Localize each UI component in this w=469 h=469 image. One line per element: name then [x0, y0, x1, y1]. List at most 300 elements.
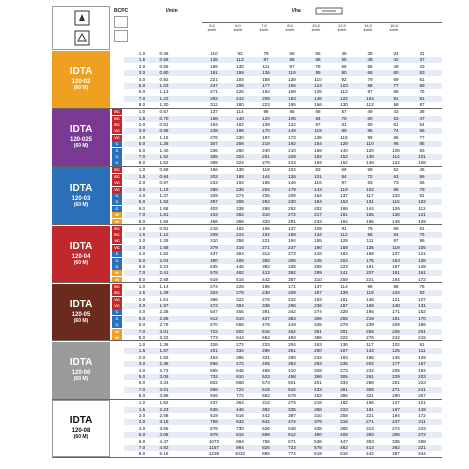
droplet-class-badge: VC	[112, 180, 122, 186]
model-bar: (60 M)	[73, 259, 89, 266]
rate-cell: 243	[288, 160, 296, 166]
speed-value: 6,0	[235, 23, 241, 28]
rate-cell: 233	[262, 342, 270, 347]
speed-unit: km/h	[259, 27, 269, 33]
rate-cell: 149	[418, 406, 426, 412]
rate-cell: 101	[418, 153, 426, 159]
rate-cell: 115	[340, 134, 348, 140]
rate-cell: 85	[393, 89, 399, 95]
rate-cell: 155	[314, 238, 322, 244]
rate-cell: 139	[340, 290, 348, 296]
pressure-cell: 1.5	[138, 173, 146, 179]
flow-cell: 2.58	[159, 412, 169, 418]
droplet-class-badge: C	[112, 154, 122, 160]
table-row	[124, 361, 442, 367]
rate-cell: 102	[366, 186, 374, 192]
rate-cell: 885	[262, 451, 270, 457]
rate-cell: 154	[314, 141, 322, 147]
rate-cell: 466	[210, 218, 218, 224]
rate-cell: 121	[418, 400, 426, 406]
flow-cell: 3.61	[159, 386, 169, 392]
rate-cell: 382	[262, 263, 270, 269]
pressure-cell: 6.0	[138, 380, 146, 386]
rate-cell: 321	[418, 444, 426, 450]
pressure-cell: 8.0	[138, 334, 146, 340]
rate-cell: 245	[314, 257, 322, 263]
rate-cell: 56	[367, 63, 373, 69]
rate-cell: 251	[392, 380, 400, 386]
table-row	[124, 174, 442, 180]
rate-cell: 98	[367, 283, 373, 289]
rate-cell: 206	[288, 192, 296, 198]
rate-cell: 668	[236, 380, 244, 386]
rate-cell: 979	[210, 432, 218, 438]
flow-cell: 2.41	[159, 270, 169, 276]
rate-cell: 242	[392, 334, 400, 340]
rate-cell: 46	[419, 167, 425, 173]
rate-cell: 146	[288, 180, 296, 186]
table-row	[124, 180, 442, 186]
rate-cell: 76	[419, 283, 425, 289]
table-row	[124, 355, 442, 361]
rate-cell: 193	[340, 354, 348, 360]
droplet-class-badge: EC	[112, 290, 122, 296]
rate-cell: 136	[392, 212, 400, 218]
pressure-cell: 8.0	[138, 160, 146, 166]
table-row	[124, 264, 442, 270]
rate-cell: 367	[210, 199, 218, 205]
rate-cell: 288	[262, 205, 270, 211]
nozzle-model-label	[52, 109, 110, 166]
rate-cell: 129	[340, 238, 348, 244]
rate-cell: 516	[340, 451, 348, 457]
rate-cell: 230	[288, 199, 296, 205]
flow-cell: 2.23	[159, 263, 169, 269]
droplet-class-badge: VC	[112, 245, 122, 251]
rate-cell: 146	[314, 95, 322, 101]
rate-cell: 68	[315, 109, 321, 115]
rate-cell: 223	[418, 380, 426, 386]
rate-cell: 278	[262, 160, 270, 166]
rate-cell: 446	[236, 263, 244, 269]
rate-cell: 89	[393, 186, 399, 192]
rate-cell: 547	[210, 309, 218, 315]
table-row	[124, 70, 442, 76]
rate-cell: 66	[419, 128, 425, 134]
rate-cell: 104	[392, 290, 400, 296]
rate-cell: 49	[367, 109, 373, 115]
rate-cell: 96	[367, 231, 373, 237]
droplet-class-badge: C	[112, 206, 122, 212]
rate-cell: 61	[419, 225, 425, 231]
rate-cell: 144	[366, 205, 374, 211]
rate-cell: 119	[288, 70, 296, 76]
flow-cell: 1.30	[159, 102, 169, 108]
table-row	[124, 245, 442, 251]
rate-cell: 166	[366, 218, 374, 224]
rate-cell: 184	[236, 76, 244, 82]
pressure-cell: 7.0	[138, 444, 146, 450]
rate-cell: 238	[262, 290, 270, 296]
rate-cell: 619	[210, 412, 218, 418]
model-bar: (60 M)	[73, 376, 89, 383]
rate-cell: 86	[393, 134, 399, 140]
rate-cell: 43	[419, 63, 425, 69]
rate-cell: 75	[419, 231, 425, 237]
rate-cell: 48	[367, 57, 373, 63]
table-row	[124, 374, 442, 380]
flow-cell: 1.28	[159, 141, 169, 147]
flow-cell: 4.82	[159, 444, 169, 450]
flow-cell: 1.93	[159, 354, 169, 360]
rate-cell: 165	[366, 354, 374, 360]
rate-cell: 408	[340, 432, 348, 438]
rate-cell: 437	[262, 315, 270, 321]
rate-cell: 383	[366, 438, 374, 444]
rate-cell: 103	[340, 83, 348, 88]
pressure-cell: 2.0	[138, 412, 146, 418]
rate-cell: 166	[210, 167, 218, 173]
rate-cell: 558	[236, 322, 244, 328]
rate-cell: 224	[236, 231, 244, 237]
rate-cell: 218	[314, 251, 322, 257]
rate-cell: 221	[262, 238, 270, 244]
rate-cell: 671	[288, 438, 296, 444]
droplet-class-badge: C	[112, 160, 122, 166]
rate-cell: 110	[366, 141, 374, 147]
rate-cell: 329	[210, 192, 218, 198]
rate-cell: 774	[288, 451, 296, 457]
rate-cell: 73	[393, 180, 399, 186]
rate-cell: 223	[340, 406, 348, 412]
pressure-cell: 3.0	[138, 186, 146, 192]
rate-cell: 699	[262, 432, 270, 438]
rate-cell: 194	[314, 160, 322, 166]
rate-cell: 184	[314, 199, 322, 205]
table-row	[124, 407, 442, 413]
nozzle-model-label	[52, 400, 110, 457]
pressure-cell: 8.0	[138, 393, 146, 399]
rate-cell: 109	[314, 225, 322, 231]
speed-value: 5,0	[209, 23, 215, 28]
rate-cell: 86	[419, 238, 425, 244]
rate-cell: 483	[288, 334, 296, 340]
rate-cell: 75	[419, 89, 425, 95]
rate-cell: 136	[418, 257, 426, 263]
pressure-cell: 4.0	[138, 134, 146, 140]
rate-cell: 205	[392, 367, 400, 373]
pressure-cell: 6.0	[138, 322, 146, 328]
table-row	[124, 96, 442, 102]
nozzle-section	[52, 284, 442, 342]
flow-cell: 2.36	[159, 361, 169, 367]
flow-cell: 1.67	[159, 348, 169, 354]
rate-cell: 155	[288, 83, 296, 88]
speed-header-cell	[252, 24, 276, 32]
rate-cell: 55	[315, 51, 321, 56]
table-row	[124, 167, 442, 173]
droplet-class-badge: C	[112, 322, 122, 328]
rate-cell: 121	[418, 212, 426, 218]
rate-cell: 251	[288, 348, 296, 354]
rate-cell: 182	[236, 225, 244, 231]
rate-cell: 233	[314, 218, 322, 224]
flow-cell: 0.46	[159, 51, 169, 56]
pressure-cell: 7.0	[138, 153, 146, 159]
rate-cell: 177	[392, 361, 400, 367]
flow-cell: 0.80	[159, 70, 169, 76]
pressure-cell: 8.0	[138, 451, 146, 457]
rate-cell: 101	[314, 173, 322, 179]
flow-cell: 1.81	[159, 212, 169, 218]
rate-cell: 316	[340, 419, 348, 425]
droplet-class-badge: C	[112, 141, 122, 147]
rate-cell: 171	[392, 309, 400, 315]
rate-cell: 535	[210, 263, 218, 269]
rate-cell: 274	[392, 425, 400, 431]
model-code: 120-02	[71, 79, 91, 86]
rate-cell: 98	[263, 109, 269, 115]
rate-cell: 210	[288, 147, 296, 153]
model-code: 120-03	[71, 195, 91, 202]
rate-cell: 207	[366, 270, 374, 276]
nozzle-model-label	[52, 51, 110, 108]
model-code: 120-06	[71, 370, 91, 377]
rate-cell: 80	[341, 70, 347, 76]
pressure-cell: 1.5	[138, 57, 146, 63]
droplet-class-badge: M	[112, 270, 122, 276]
rate-cell: 362	[288, 270, 296, 276]
rate-cell: 365	[340, 425, 348, 431]
rate-cell: 128	[340, 141, 348, 147]
rate-cell: 78	[367, 225, 373, 231]
nozzle-section	[52, 342, 442, 400]
rate-cell: 366	[314, 374, 322, 379]
flow-cell: 1.36	[159, 342, 169, 347]
rate-cell: 223	[340, 263, 348, 269]
rate-cell: 240	[262, 147, 270, 153]
rate-cell: 194	[236, 180, 244, 186]
rate-cell: 168	[236, 173, 244, 179]
rate-cell: 291	[288, 218, 296, 224]
rate-cell: 626	[262, 425, 270, 431]
nozzle-section	[52, 400, 442, 458]
tractor-icon	[314, 6, 344, 16]
rate-cell: 1032	[234, 451, 246, 457]
table-row	[124, 122, 442, 128]
nozzle-model-label	[52, 284, 110, 341]
rate-cell: 280	[236, 147, 244, 153]
flow-cell: 1.13	[159, 89, 169, 95]
pressure-cell: 4.0	[138, 76, 146, 82]
rate-cell: 964	[236, 444, 244, 450]
pressure-cell: 1.5	[138, 115, 146, 121]
rate-cell: 552	[262, 334, 270, 340]
droplet-class-badge: C	[112, 199, 122, 205]
flow-cell: 0.57	[159, 109, 169, 115]
rate-cell: 200	[314, 348, 322, 354]
rate-cell: 138	[288, 76, 296, 82]
droplet-class-badge: EC	[112, 232, 122, 238]
rate-cell: 230	[236, 134, 244, 140]
rate-cell: 158	[340, 244, 348, 250]
rate-cell: 164	[314, 192, 322, 198]
rate-cell: 289	[314, 270, 322, 276]
speed-value: 7,0	[261, 23, 267, 28]
rate-cell: 173	[288, 134, 296, 140]
flow-cell: 1.12	[159, 231, 169, 237]
rate-cell: 229	[392, 374, 400, 379]
flow-cell: 1.40	[159, 147, 169, 153]
rate-cell: 306	[392, 432, 400, 438]
rate-cell: 306	[314, 315, 322, 321]
rate-cell: 258	[236, 238, 244, 244]
table-row	[124, 193, 442, 199]
flow-cell: 1.29	[159, 238, 169, 244]
rate-cell: 158	[262, 76, 270, 82]
droplet-class-badge: C	[112, 264, 122, 270]
rate-cell: 81	[419, 95, 425, 101]
speed-value: 14,0	[364, 23, 372, 28]
rate-cell: 181	[392, 270, 400, 276]
rate-cell: 172	[418, 276, 426, 282]
rate-cell: 272	[236, 342, 244, 347]
rate-cell: 219	[262, 141, 270, 147]
rate-cell: 91	[419, 192, 425, 198]
rate-cell: 219	[366, 315, 374, 321]
flow-cell: 0.97	[159, 180, 169, 186]
rate-cell: 47	[419, 115, 425, 121]
rate-cell: 283	[314, 361, 322, 367]
bcpc-header: BCPC	[114, 8, 129, 14]
rate-cell: 437	[210, 400, 218, 406]
rate-cell: 72	[367, 173, 373, 179]
rate-cell: 138	[314, 134, 322, 140]
table-row	[124, 419, 442, 425]
droplet-class-badge: C	[112, 309, 122, 315]
rate-cell: 237	[288, 244, 296, 250]
rate-cell: 167	[314, 290, 322, 296]
rate-cell: 159	[236, 70, 244, 76]
rate-cell: 405	[262, 361, 270, 367]
rate-cell: 102	[392, 342, 400, 347]
rate-cell: 228	[340, 309, 348, 315]
droplet-class-badge: VC	[112, 303, 122, 309]
rate-cell: 434	[210, 212, 218, 218]
rate-cell: 79	[367, 76, 373, 82]
rate-cell: 1073	[208, 438, 220, 444]
rate-cell: 137	[288, 225, 296, 231]
flow-cell: 2.23	[159, 406, 169, 412]
rate-cell: 143	[314, 186, 322, 192]
rate-cell: 535	[210, 406, 218, 412]
table-row	[124, 141, 442, 147]
rate-cell: 662	[262, 393, 270, 399]
rate-cell: 92	[237, 51, 243, 56]
rate-cell: 335	[314, 322, 322, 328]
rate-cell: 523	[262, 374, 270, 379]
rate-cell: 125	[392, 348, 400, 354]
droplet-class-badge: M	[112, 212, 122, 218]
rate-cell: 157	[418, 361, 426, 367]
rate-cell: 84	[341, 173, 347, 179]
rate-cell: 52	[393, 167, 399, 173]
droplet-class-badge: EC	[112, 109, 122, 115]
rate-cell: 215	[418, 334, 426, 340]
rate-cell: 191	[392, 315, 400, 321]
model-name: IDTA	[69, 299, 93, 311]
rate-cell: 95	[315, 70, 321, 76]
table-row	[124, 57, 442, 63]
flow-cell: 0.99	[159, 128, 169, 134]
rate-cell: 168	[314, 147, 322, 153]
rate-cell: 97	[393, 238, 399, 244]
rate-cell: 816	[236, 432, 244, 438]
rate-cell: 758	[210, 419, 218, 425]
flow-cell: 0.92	[159, 76, 169, 82]
pressure-cell: 6.0	[138, 263, 146, 269]
rate-cell: 257	[418, 393, 426, 399]
speed-unit: km/h	[311, 27, 321, 33]
rate-cell: 84	[315, 115, 321, 121]
rate-cell: 91	[419, 342, 425, 347]
rate-cell: 274	[210, 283, 218, 289]
rate-cell: 198	[236, 128, 244, 134]
flow-cell: 0.56	[159, 57, 169, 63]
model-name: IDTA	[69, 124, 93, 136]
rate-cell: 120	[366, 147, 374, 153]
flow-cell: 1.14	[159, 283, 169, 289]
rate-cell: 271	[392, 386, 400, 392]
rate-cell: 162	[340, 160, 348, 166]
rate-cell: 542	[262, 419, 270, 425]
rate-cell: 313	[366, 425, 374, 431]
rate-cell: 268	[314, 263, 322, 269]
rate-cell: 723	[288, 444, 296, 450]
rate-cell: 120	[262, 115, 270, 121]
rate-cell: 238	[210, 128, 218, 134]
rate-cell: 68	[315, 57, 321, 63]
rate-cell: 111	[262, 63, 270, 69]
table-row	[124, 116, 442, 122]
rate-cell: 338	[262, 302, 270, 308]
rate-cell: 99	[341, 128, 347, 134]
table-row	[124, 290, 442, 296]
rate-cell: 273	[288, 251, 296, 257]
rate-cell: 408	[236, 257, 244, 263]
droplet-class-badge: M	[112, 219, 122, 225]
table-row	[124, 322, 442, 328]
rate-cell: 388	[236, 218, 244, 224]
rate-cell: 179	[288, 186, 296, 192]
rate-cell: 722	[236, 386, 244, 392]
rate-cell: 894	[236, 438, 244, 444]
rate-cell: 97	[341, 180, 347, 186]
rate-cell: 194	[340, 218, 348, 224]
rate-cell: 286	[366, 380, 374, 386]
rate-cell: 138	[236, 167, 244, 173]
rate-cell: 516	[236, 276, 244, 282]
rate-cell: 137	[392, 251, 400, 257]
rate-cell: 102	[418, 199, 426, 205]
rate-cell: 167	[392, 406, 400, 412]
rate-cell: 194	[288, 238, 296, 244]
rate-cell: 255	[340, 315, 348, 321]
rate-cell: 226	[236, 89, 244, 95]
speed-unit: km/h	[363, 27, 373, 33]
pressure-cell: 5.0	[138, 83, 146, 88]
rate-cell: 129	[418, 354, 426, 360]
